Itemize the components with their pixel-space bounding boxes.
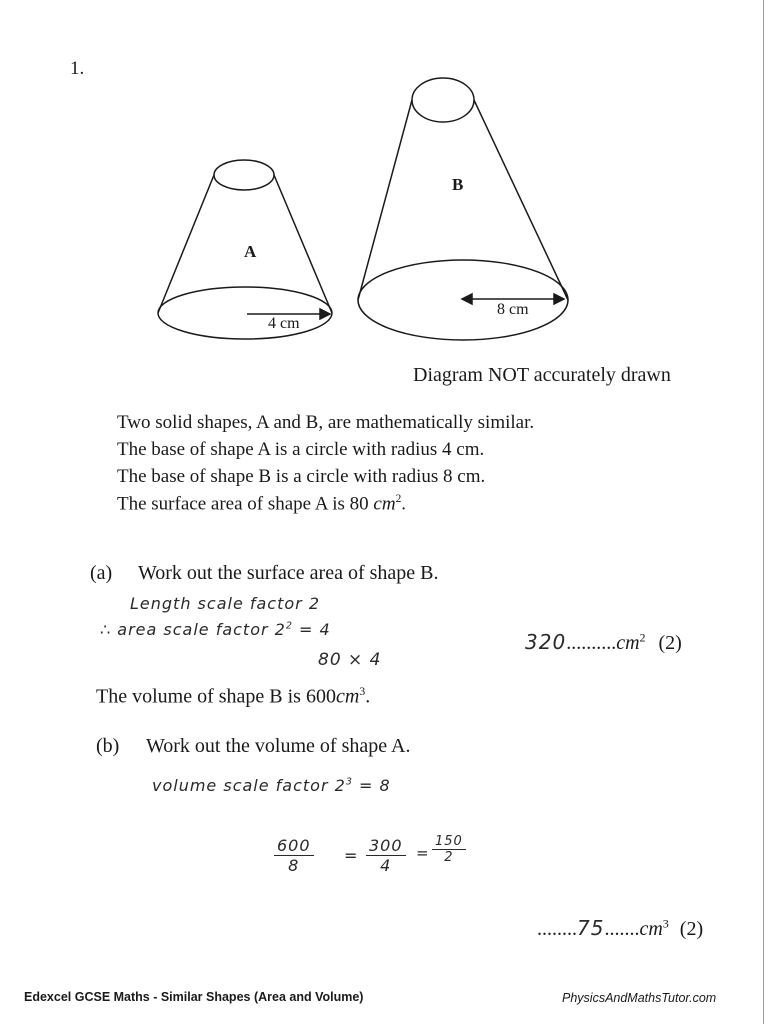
part-a-answer: 320 (525, 630, 567, 654)
intro-line-1: Two solid shapes, A and B, are mathematically similar. (117, 412, 535, 433)
part-a-working-line-2: ∴ area scale factor $2^2 = 4$ (100, 620, 331, 639)
shape-b-top-ellipse (412, 78, 474, 122)
volume-line: The volume of shape B is $600cm^3$. (96, 684, 371, 708)
shape-a-top-ellipse (214, 160, 274, 190)
equals-sign-1: = (344, 846, 359, 865)
intro-line-2: The base of shape A is a circle with radius 4 cm. (117, 439, 485, 460)
shape-b-left-edge (358, 100, 412, 300)
part-b-answer-line: $........75.......cm^3$ (2) (537, 916, 704, 940)
part-b-label: (b) (96, 735, 120, 757)
part-b-question: Work out the volume of shape A. (146, 735, 411, 757)
intro-line-3: The base of shape B is a circle with radius 8 cm. (117, 466, 486, 487)
shape-a-radius-arrowhead (320, 309, 330, 319)
diagram-note: Diagram NOT accurately drawn (413, 364, 671, 386)
shape-a-left-edge (158, 175, 214, 313)
part-a-marks: (2) (658, 632, 682, 654)
surface-area-line: The surface area of shape A is 80 $cm^2$. (117, 493, 407, 515)
fraction-150-over-2: $\frac{150}{2}$ (432, 834, 466, 865)
footer-website: PhysicsAndMathsTutor.com (562, 991, 717, 1005)
shape-b-right-edge (474, 100, 568, 300)
shape-a-label: A (244, 242, 257, 261)
equals-sign-2: = (416, 844, 430, 862)
question-number: 1. (70, 58, 85, 79)
shape-b-radius-arrowhead-right (554, 294, 564, 304)
shape-b-radius-arrowhead-left (462, 294, 472, 304)
footer-title: Edexcel GCSE Maths - Similar Shapes (Area and Volume) (24, 990, 364, 1004)
part-a-working-line-3: 80 × 4 (318, 650, 382, 670)
part-b-answer: 75 (577, 916, 605, 940)
shape-a-right-edge (274, 175, 332, 313)
part-a-question: Work out the surface area of shape B. (138, 562, 439, 584)
part-a-label: (a) (90, 562, 113, 584)
part-a-working-line-1: Length scale factor 2 (130, 594, 321, 613)
fraction-600-over-8: $\frac{600}{8}$ (274, 836, 314, 875)
shape-b-radius-label: 8 cm (497, 301, 529, 318)
part-b-working-line-1: volume scale factor $2^3 = 8$ (152, 776, 391, 795)
part-a-answer-line: $320..........cm^2$ (2) (525, 630, 682, 654)
shape-b-label: B (452, 175, 464, 194)
part-b-marks: (2) (679, 918, 704, 940)
similar-shapes-diagram (0, 0, 768, 400)
shape-a-base-ellipse (158, 287, 332, 339)
shape-a-radius-label: 4 cm (268, 315, 300, 332)
fraction-300-over-4: $\frac{300}{4}$ (366, 836, 406, 875)
